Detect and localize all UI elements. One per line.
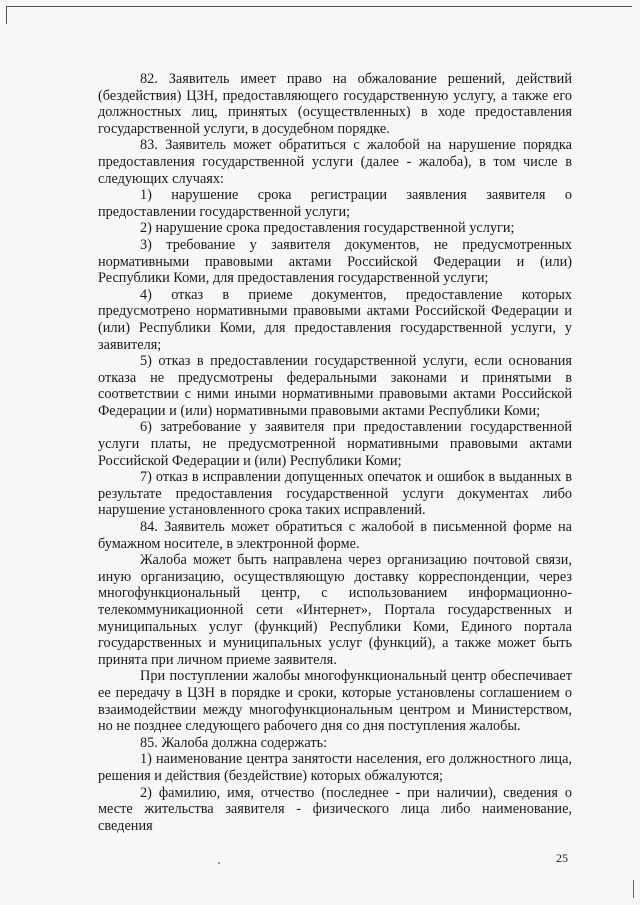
- list-item-6: 6) затребование у заявителя при предоставлении государственной услуги платы, не предусмотренной нормативными правовыми актами Российской Федерации и (или) Республики Коми;: [98, 419, 572, 469]
- scan-speck: [218, 862, 220, 864]
- list-item-3: 3) требование у заявителя документов, не предусмотренных нормативными правовыми актами Российской Федерации и (или) Республики Коми, для предоставления государственной услуги;: [98, 236, 572, 287]
- list-item-2: 2) нарушение срока предоставления государственной услуги;: [140, 220, 515, 237]
- paragraph-82: 82. Заявитель имеет право на обжалование решений, действий (бездействия) ЦЗН, предоставляющего государственную услугу, а также его должностных лиц, принятых (осуществленных) в ходе предоставления государственной услуги, в досудебном порядке.: [98, 71, 572, 137]
- paragraph-mfc-transfer: При поступлении жалобы многофункциональный центр обеспечивает ее передачу в ЦЗН в порядке и сроки, которые установлены соглашением о взаимодействии между многофункциональным центром и Министерством, но не позднее следующего рабочего дня со дня поступления жалобы.: [98, 668, 572, 735]
- document-body: [98, 71, 572, 834]
- list-item-85-2: 2) фамилию, имя, отчество (последнее - при наличии), сведения о месте жительства заявителя - физического лица либо наименование, сведения: [98, 784, 572, 834]
- list-item-4: 4) отказ в приеме документов, предоставление которых предусмотрено нормативными правовыми актами Российской Федерации и (или) Республики Коми, для предоставления государственной услуги, у заявителя;: [98, 286, 572, 353]
- list-item-85-1: 1) наименование центра занятости населения, его должностного лица, решения и действия (бездействие) которых обжалуются;: [98, 751, 572, 784]
- list-item-7: 7) отказ в исправлении допущенных опечаток и ошибок в выданных в результате предоставления государственной услуги документах либо нарушение установленного срока таких исправлений.: [98, 469, 572, 519]
- list-item-1: 1) нарушение срока регистрации заявления заявителя о предоставлении государственной услуги;: [98, 187, 572, 220]
- scan-border-left: [6, 6, 7, 24]
- paragraph-83: 83. Заявитель может обратиться с жалобой на нарушение порядка предоставления государственной услуги (далее - жалоба), в том числе в следующих случаях:: [98, 137, 572, 187]
- scan-border-top: [6, 6, 632, 7]
- list-item-5: 5) отказ в предоставлении государственной услуги, если основания отказа не предусмотрены федеральными законами и принятыми в соответствии с ними иными нормативными правовыми актами Российской Федерации и (или) нормативными правовыми актами Республики Коми;: [98, 353, 572, 419]
- paragraph-85: 85. Жалоба должна содержать:: [140, 734, 328, 751]
- page-number: 25: [556, 851, 568, 865]
- scan-border-right: [633, 880, 634, 898]
- paragraph-complaint-channels: Жалоба может быть направлена через организацию почтовой связи, иную организацию, осуществляющую доставку корреспонденции, через многофункциональный центр, с использованием информационно-телекоммуникационной сети «Интернет», Портала государственных и муниципальных услуг (функций) Республики Коми, Единого портала государственных и муниципальных услуг (функций), а также может быть принята при личном приеме заявителя.: [98, 552, 572, 668]
- paragraph-84: 84. Заявитель может обратиться с жалобой в письменной форме на бумажном носителе, в электронной форме.: [98, 519, 572, 552]
